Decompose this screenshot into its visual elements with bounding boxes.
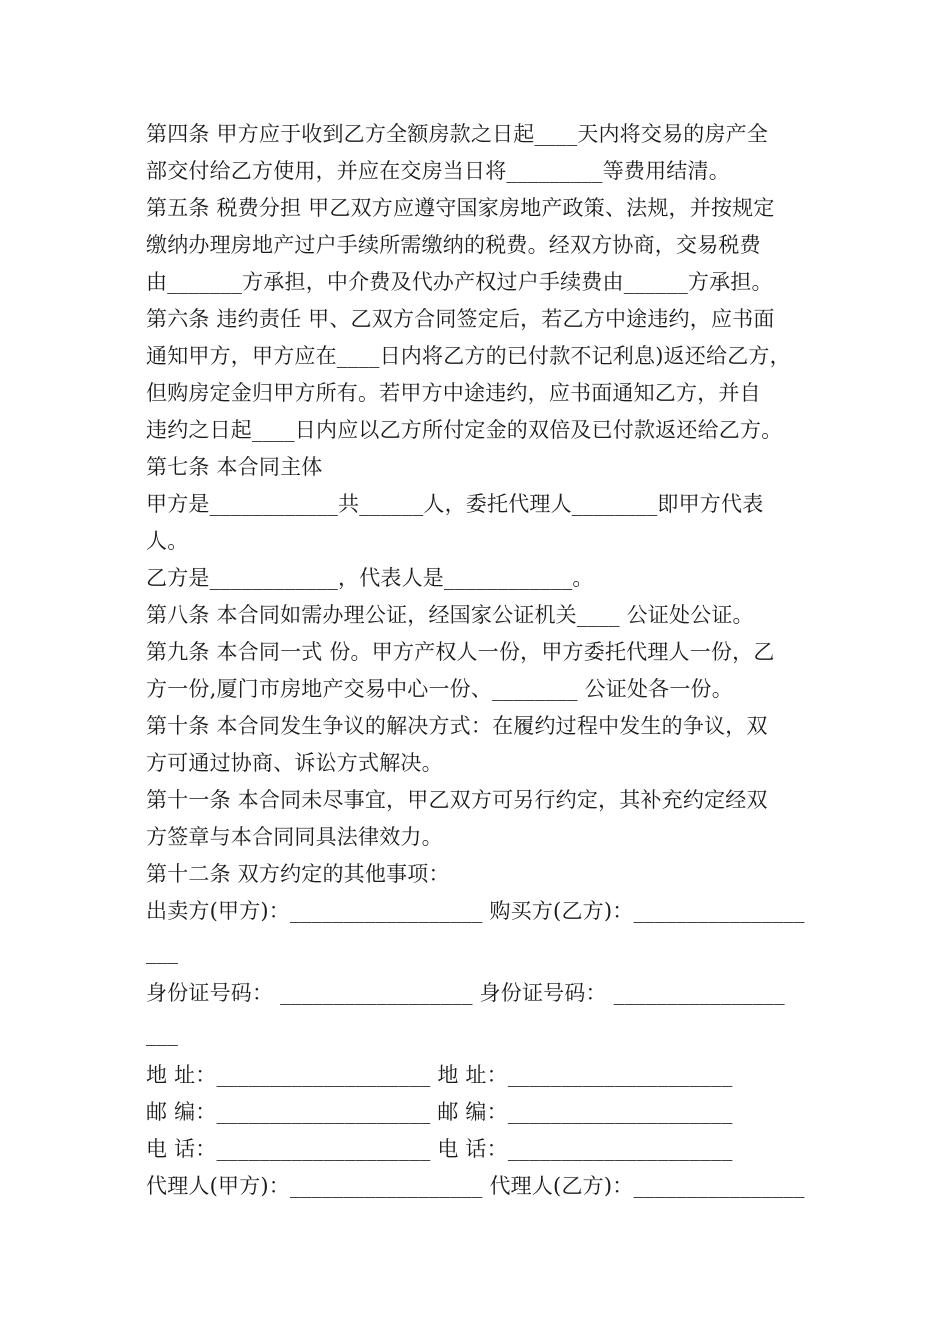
clause-9-line-2: 方一份,厦门市房地产交易中心一份、________ 公证处各一份。 [146, 677, 733, 701]
signature-id-numbers-cont: ___ [146, 1022, 179, 1046]
signature-id-numbers: 身份证号码： __________________ 身份证号码： ________________ [146, 981, 785, 1005]
signature-address: 地 址：____________________ 地 址：_____________________ [146, 1063, 733, 1087]
clause-6-line-1: 第六条 违约责任 甲、乙双方合同签定后，若乙方中途违约，应书面 [146, 307, 775, 331]
clause-6-line-2: 通知甲方，甲方应在____日内将乙方的已付款不记利息)返还给乙方， [146, 344, 791, 368]
signature-agents: 代理人(甲方)：__________________ 代理人(乙方)：________________ [146, 1174, 805, 1198]
clause-11-line-2: 方签章与本合同同具法律效力。 [146, 825, 443, 849]
clause-5-line-3: 由_______方承担，中介费及代办产权过户手续费由______方承担。 [146, 270, 773, 294]
signature-postcode: 邮 编：____________________ 邮 编：_____________________ [146, 1100, 733, 1124]
clause-6-line-4: 违约之日起____日内应以乙方所付定金的双倍及已付款返还给乙方。 [146, 418, 783, 442]
clause-7-heading: 第七条 本合同主体 [146, 455, 323, 479]
clause-7-party-a-cont: 人。 [146, 529, 189, 553]
clause-10-line-2: 方可通过协商、诉讼方式解决。 [146, 751, 443, 775]
clause-7-party-a: 甲方是____________共______人，委托代理人________即甲方代表 [146, 492, 764, 516]
signature-seller-buyer: 出卖方(甲方)：__________________ 购买方(乙方)：________________ [146, 899, 805, 923]
clause-7-party-b: 乙方是____________，代表人是____________。 [146, 566, 594, 590]
contract-body [146, 116, 818, 1205]
clause-8-line-1: 第八条 本合同如需办理公证，经国家公证机关____ 公证处公证。 [146, 603, 754, 627]
clause-4-line-1: 第四条 甲方应于收到乙方全额房款之日起____天内将交易的房产全 [146, 122, 769, 146]
clause-9-line-1: 第九条 本合同一式 份。甲方产权人一份，甲方委托代理人一份，乙 [146, 640, 775, 664]
clause-4-line-2: 部交付给乙方使用，并应在交房当日将_________等费用结清。 [146, 159, 730, 183]
clause-12-heading: 第十二条 双方约定的其他事项： [146, 862, 450, 886]
clause-11-line-1: 第十一条 本合同未尽事宜，甲乙双方可另行约定，其补充约定经双 [146, 788, 768, 812]
clause-5-line-2: 缴纳办理房地产过户手续所需缴纳的税费。经双方协商，交易税费 [146, 233, 761, 257]
signature-phone: 电 话：____________________ 电 话：_____________________ [146, 1137, 733, 1161]
clause-5-line-1: 第五条 税费分担 甲乙双方应遵守国家房地产政策、法规，并按规定 [146, 196, 775, 220]
clause-6-line-3: 但购房定金归甲方所有。若甲方中途违约，应书面通知乙方，并自 [146, 381, 761, 405]
signature-seller-buyer-cont: ___ [146, 940, 179, 964]
clause-10-line-1: 第十条 本合同发生争议的解决方式：在履约过程中发生的争议，双 [146, 714, 768, 738]
